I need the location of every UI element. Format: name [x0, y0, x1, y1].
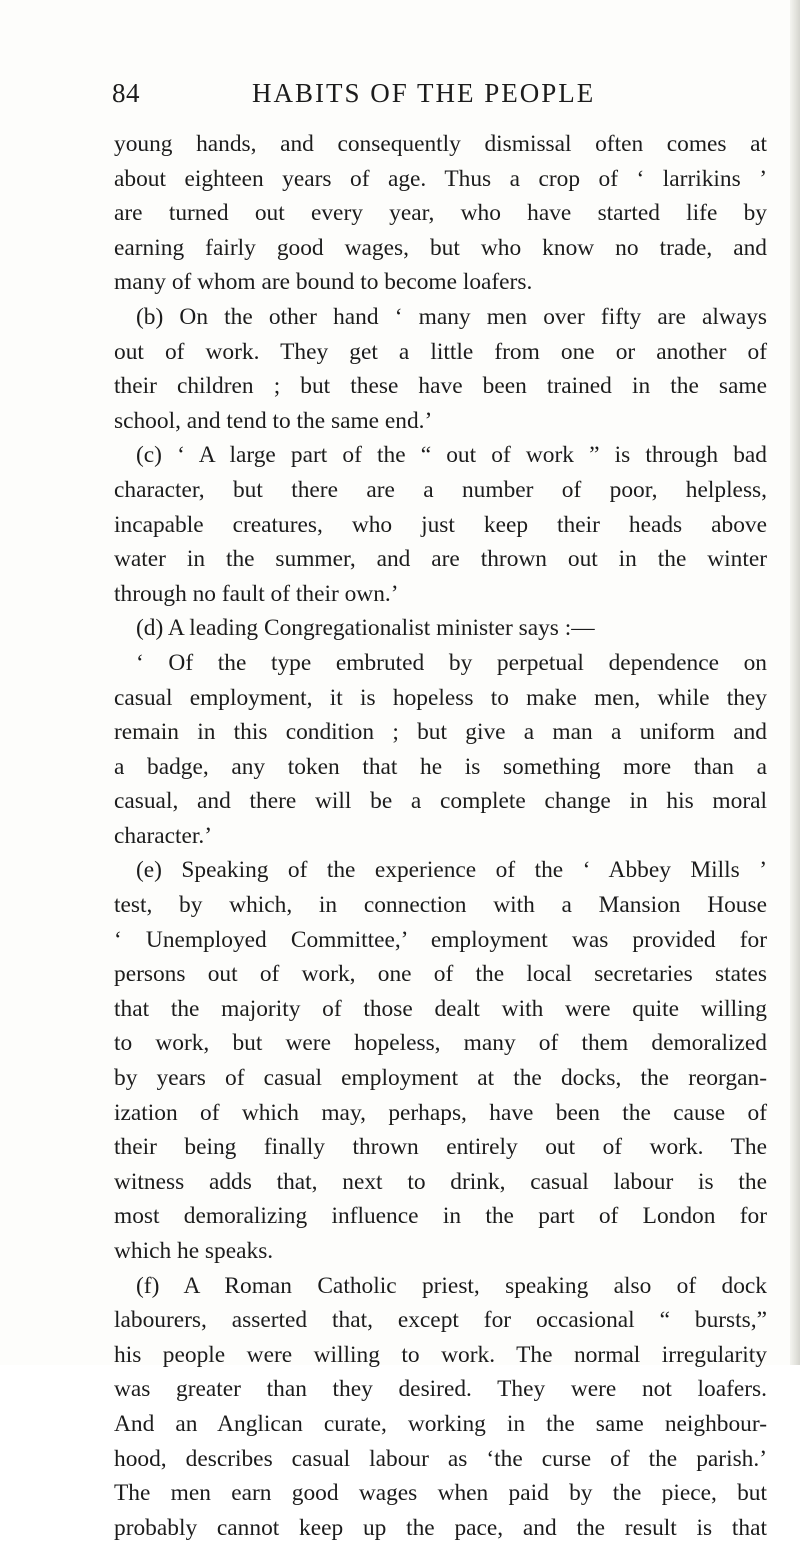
text-line: their being finally thrown entirely out of work. The	[114, 1134, 767, 1161]
text-line: a badge, any token that he is something more than a	[114, 753, 767, 780]
text-line: ization of which may, perhaps, have been the cause of	[114, 1099, 767, 1126]
text-line: to work, but were hopeless, many of them demoralized	[114, 1030, 767, 1057]
text-line: (c) ‘ A large part of the “ out of work ” is through bad	[136, 442, 767, 469]
text-line: (f) A Roman Catholic priest, speaking also of dock	[136, 1272, 767, 1299]
text-line: their children ; but these have been trained in the same	[114, 373, 767, 400]
text-line: incapable creatures, who just keep their heads above	[114, 511, 767, 538]
text-line: out of work. They get a little from one or another of	[114, 338, 767, 365]
text-line: labourers, asserted that, except for occasional “ bursts,”	[114, 1307, 767, 1334]
text-line: (d) A leading Congregationalist minister says :—	[136, 615, 595, 642]
text-line: water in the summer, and are thrown out in the winter	[114, 546, 767, 573]
page-number: 84	[112, 78, 140, 108]
text-line: hood, describes casual labour as ‘the curse of the parish.’	[114, 1445, 767, 1472]
text-line: character, but there are a number of poor, helpless,	[114, 476, 767, 503]
text-line: The men earn good wages when paid by the piece, but	[114, 1480, 767, 1507]
text-line: are turned out every year, who have started life by	[114, 200, 767, 227]
text-line: which he speaks.	[114, 1238, 274, 1264]
text-line: remain in this condition ; but give a man a uniform and	[114, 719, 767, 746]
text-line: probably cannot keep up the pace, and the result is that	[114, 1514, 767, 1541]
page-edge-shadow	[790, 0, 800, 1365]
text-line: casual, and there will be a complete change in his moral	[114, 788, 767, 815]
running-head: HABITS OF THE PEOPLE	[252, 78, 596, 108]
text-line: character.’	[114, 822, 213, 849]
text-line: by years of casual employment at the docks, the reorgan-	[114, 1065, 767, 1092]
text-line: through no fault of their own.’	[114, 580, 399, 607]
body-text	[114, 127, 767, 1545]
text-line: young hands, and consequently dismissal often comes at	[114, 131, 767, 157]
text-line: school, and tend to the same end.’	[114, 407, 433, 434]
text-line: (e) Speaking of the experience of the ‘ Abbey Mills ’	[136, 857, 767, 884]
text-line: witness adds that, next to drink, casual labour is the	[114, 1168, 767, 1195]
text-line: his people were willing to work. The normal irregularity	[114, 1341, 767, 1368]
text-line: ‘ Of the type embruted by perpetual dependence on	[136, 649, 767, 676]
text-line: about eighteen years of age. Thus a crop of ‘ larrikins ’	[114, 165, 767, 192]
text-line: And an Anglican curate, working in the same neighbour-	[114, 1410, 767, 1437]
text-line: was greater than they desired. They were not loafers.	[114, 1376, 767, 1403]
text-line: casual employment, it is hopeless to make men, while they	[114, 684, 767, 711]
text-line: test, by which, in connection with a Mansion House	[114, 892, 767, 919]
text-line: persons out of work, one of the local secretaries states	[114, 961, 767, 988]
text-line: ‘ Unemployed Committee,’ employment was provided for	[114, 926, 767, 953]
text-line: most demoralizing influence in the part of London for	[114, 1203, 767, 1230]
page-header	[112, 78, 712, 118]
text-line: many of whom are bound to become loafers.	[114, 269, 533, 296]
text-line: (b) On the other hand ‘ many men over fifty are always	[136, 303, 767, 330]
text-line: that the majority of those dealt with were quite willing	[114, 995, 767, 1022]
text-line: earning fairly good wages, but who know no trade, and	[114, 234, 767, 261]
